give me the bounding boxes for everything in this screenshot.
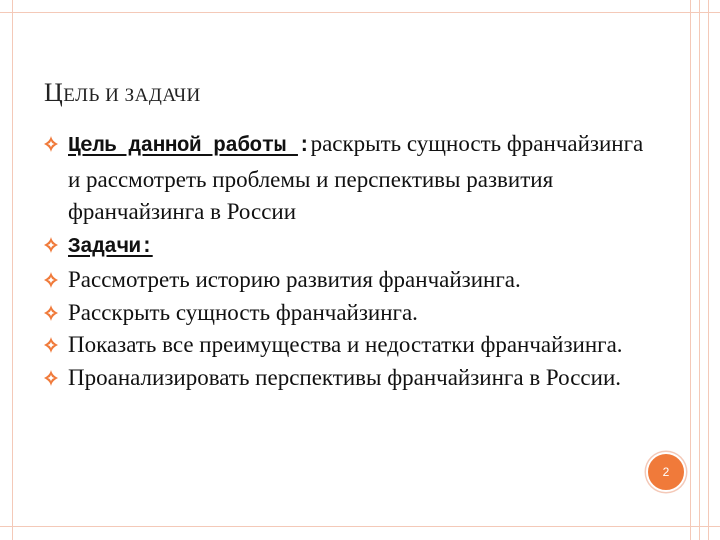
bullet-item-task-4 xyxy=(44,362,644,395)
bullet-list xyxy=(44,128,644,394)
frame-line-bottom xyxy=(0,526,720,527)
bullet-item-goal xyxy=(44,128,644,229)
frame-line-top xyxy=(0,12,720,13)
bullet-item-task-1 xyxy=(44,264,644,297)
page-number-badge xyxy=(646,452,686,492)
diamond-flourish-icon xyxy=(44,272,58,288)
frame-line-right-1 xyxy=(690,0,691,540)
bullet-item-tasks-heading xyxy=(44,229,644,265)
task-3-text: Показать все преимущества и недостатки франчайзинга. xyxy=(68,332,623,357)
frame-line-right-3 xyxy=(708,0,709,540)
frame-line-left xyxy=(12,0,13,540)
diamond-flourish-icon xyxy=(44,305,58,321)
page-number: 2 xyxy=(662,465,670,479)
diamond-flourish-icon xyxy=(44,136,58,152)
bullet-item-task-3 xyxy=(44,329,644,362)
diamond-flourish-icon xyxy=(44,337,58,353)
goal-label: Цель данной работы xyxy=(68,135,298,158)
title-initial: Ц xyxy=(44,78,64,107)
task-2-text: Расскрыть сущность франчайзинга. xyxy=(68,299,418,325)
diamond-flourish-icon xyxy=(44,237,58,253)
diamond-flourish-icon xyxy=(44,370,58,386)
bullet-item-task-2 xyxy=(44,297,644,330)
tasks-label: Задачи: xyxy=(68,235,153,259)
goal-text: раскрыть сущность франчайзинга и рассмотреть проблемы и перспективы развития франчайзинга в России xyxy=(68,131,644,224)
task-4-text: Проанализировать перспективы франчайзинга в России. xyxy=(68,364,621,390)
slide-title xyxy=(44,78,201,108)
frame-line-right-2 xyxy=(699,0,700,540)
task-1-text: Рассмотреть историю развития франчайзинга. xyxy=(68,267,521,292)
goal-separator: : xyxy=(297,135,311,158)
title-rest: ЕЛЬ И ЗАДАЧИ xyxy=(63,85,201,106)
